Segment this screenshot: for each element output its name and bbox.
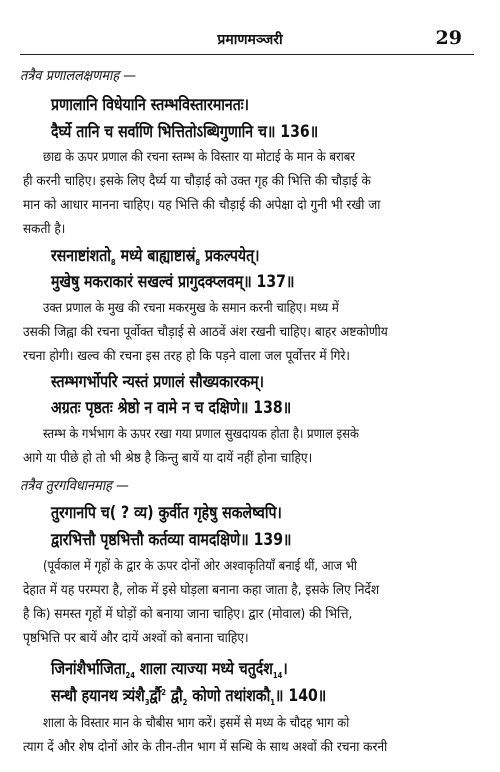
subscript-number: 2	[182, 698, 188, 707]
verse-line: स्तम्भगर्भोपरि न्यस्तं प्रणालं सौख्यकारकम्।	[51, 372, 264, 391]
paragraph-line: उसकी जिह्वा की रचना पूर्वोक्त चौड़ाई से आठवें अंश रखनी चाहिए। बाहर अष्टकोणीय	[23, 325, 388, 340]
section-heading: तत्रैव तुरगविधानमाह —	[20, 478, 129, 494]
verse-line: सन्धौ हयानथ $त्र्यंशै_3र्द्वौ^2$ $द्वौ_2$ कोणो $तथांशकौ_1॥$ 140॥	[51, 686, 327, 707]
paragraph-line: स्तम्भ के गर्भभाग के ऊपर रखा गया प्रणाल सुखदायक होता है। प्रणाल इसके	[43, 427, 359, 442]
subscript-number: 8	[195, 258, 201, 267]
verse-line: मुखेषु मकराकारं सखल्वं प्रागुदक्प्लवम्॥ 137॥	[51, 272, 295, 291]
verse-line: तुरगानपि च( ? व्य) कुर्वीत गृहेषु सकलेष्वपि।	[51, 503, 282, 522]
subscript-number: 24	[125, 671, 136, 680]
subscript-number: 1	[270, 698, 276, 707]
paragraph-line: मान को आधार मानना चाहिए। यह भित्ति की चौड़ाई की अपेक्षा दो गुनी भी रखी जा	[23, 198, 381, 213]
verse-line: अग्रतः पृष्ठतः श्रेष्ठो न वामे न च दक्षिणे॥ 138॥	[51, 398, 292, 417]
paragraph-line: पृष्ठभित्ति पर बायें और दायें अश्वों को बनाना चाहिए।	[23, 631, 249, 646]
paragraph-line: त्याग दें और शेष दोनों ओर के तीन-तीन भाग में सन्धि के साथ अश्वों की रचना करनी	[23, 740, 388, 755]
subscript-number: 14	[272, 671, 283, 680]
verse-line: $रसनाष्टांशतो_8$ मध्ये $बाह्याष्टास्रं_8$ प्रकल्पयेत्।	[51, 246, 260, 267]
paragraph-line: रचना होगी। खल्व की रचना इस तरह हो कि पड़ने वाला जल पूर्वोत्तर में गिरे।	[23, 349, 351, 364]
subscript-number: 3	[144, 698, 150, 707]
verse-line: प्रणालानि विधेयानि स्तम्भविस्तारमानतः।	[51, 95, 249, 114]
paragraph-line: छाद्य के ऊपर प्रणाल की रचना स्तम्भ के विस्तार या मोटाई के मान के बराबर	[43, 150, 356, 165]
verse-line: $जिनांशैर्भाजिता_{24}$ शाला त्याज्या मध्ये चतुर्दश$_{14}$।	[51, 659, 288, 680]
paragraph-line: सकती है।	[23, 222, 66, 237]
paragraph-line: उक्त प्रणाल के मुख की रचना मकरमुख के समान करनी चाहिए। मध्य में	[43, 301, 339, 316]
verse-line: दैर्घ्ये तानि च सर्वाणि भित्तितोऽब्धिगुणानि च॥ 136॥	[51, 122, 319, 141]
section-heading: तत्रैव प्रणाललक्षणमाह —	[20, 68, 137, 84]
paragraph-line: देहात में यह परम्परा है, लोक में इसे घोड़ला बनाना कहा जाता है, इसके लिए निर्देश	[23, 583, 380, 598]
running-header-title: प्रमाणमञ्जरी	[217, 32, 283, 48]
subscript-number: 8	[110, 258, 116, 267]
header-rule	[20, 54, 474, 55]
paragraph-line: आगे या पीछे हो तो भी श्रेष्ठ है किन्तु बायें या दायें नहीं होना चाहिए।	[23, 451, 313, 466]
paragraph-line: (पूर्वकाल में गृहों के द्वार के ऊपर दोनों ओर अश्वाकृतियाँ बनाई थीं, आज भी	[43, 559, 357, 574]
paragraph-line: शाला के विस्तार मान के चौबीस भाग करें। इसमें से मध्य के चौदह भाग को	[43, 716, 350, 731]
page-number: 29	[435, 27, 462, 49]
paragraph-line: ही करनी चाहिए। इसके लिए दैर्घ्य या चौड़ाई को उक्त गृह की भित्ति की चौड़ाई के	[23, 174, 371, 189]
paragraph-line: है कि) समस्त गृहों में घोड़ों को बनाया जाना चाहिए। द्वार (मोवाल) की भित्ति,	[23, 607, 353, 622]
superscript-number: 2	[161, 688, 166, 697]
verse-line: द्वारभित्तौ पृष्ठभित्तौ कर्तव्या वामदक्षिणे॥ 139॥	[51, 530, 292, 549]
